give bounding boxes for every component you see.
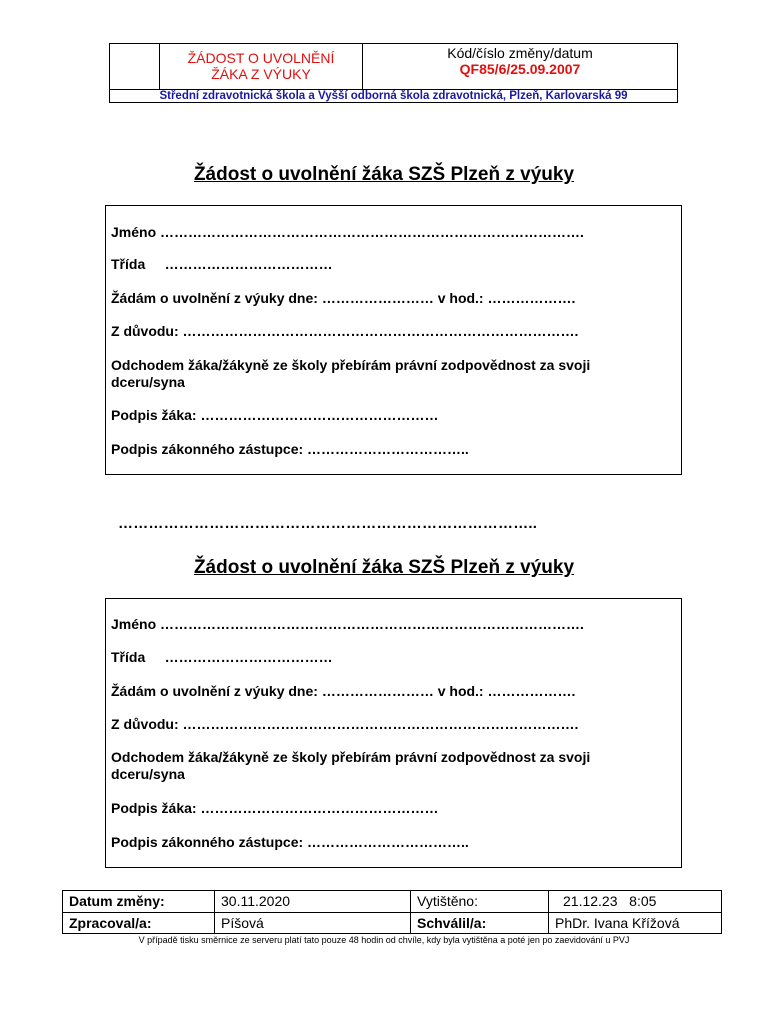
student-signature-line: Podpis žáka: …………………………………………… bbox=[111, 407, 439, 423]
approved-value: PhDr. Ivana Křížová bbox=[555, 915, 680, 931]
printed-label: Vytištěno: bbox=[411, 891, 549, 912]
code-label: Kód/číslo změny/datum bbox=[447, 45, 593, 61]
printed-value: 21.12.23 8:05 bbox=[563, 893, 657, 909]
request-date-line: Žádám o uvolnění z výuky dne: …………………… v hod.: ………………. bbox=[111, 290, 576, 306]
reason-line: Z důvodu: …………………………………………………………………………. bbox=[111, 323, 579, 339]
form-box bbox=[105, 205, 682, 475]
footer-table bbox=[62, 890, 722, 934]
processed-label: Zpracoval/a: bbox=[63, 913, 215, 934]
approved-label: Schválil/a: bbox=[411, 913, 549, 934]
form-title: Žádost o uvolnění žáka SZŠ Plzeň z výuky bbox=[193, 164, 575, 185]
class-line: Třída ……………………………… bbox=[111, 649, 333, 665]
form-box bbox=[105, 598, 682, 868]
guardian-signature-line: Podpis zákonného zástupce: …………………………….. bbox=[111, 441, 469, 457]
reason-line: Z důvodu: …………………………………………………………………………. bbox=[111, 716, 579, 732]
header-table bbox=[109, 43, 678, 103]
logo-cell bbox=[110, 44, 160, 89]
cut-line: ……………………………………………………………………….. bbox=[118, 515, 538, 532]
class-line: Třída ……………………………… bbox=[111, 256, 333, 272]
document-code-cell bbox=[363, 44, 677, 90]
request-date-line: Žádám o uvolnění z výuky dne: …………………… v hod.: ………………. bbox=[111, 683, 576, 699]
name-line: Jméno ………………………………………………………………………………. bbox=[111, 616, 584, 632]
student-signature-line: Podpis žáka: …………………………………………… bbox=[111, 800, 439, 816]
responsibility-line-cont: dceru/syna bbox=[111, 374, 185, 390]
change-date-value: 30.11.2020 bbox=[215, 891, 411, 912]
document-title-line2: ŽÁKA Z VÝUKY bbox=[211, 66, 311, 82]
form-title: Žádost o uvolnění žáka SZŠ Plzeň z výuky bbox=[193, 557, 575, 578]
responsibility-line-cont: dceru/syna bbox=[111, 766, 185, 782]
code-value: QF85/6/25.09.2007 bbox=[459, 61, 581, 77]
print-validity-note: V případě tisku směrnice ze serveru platí tato pouze 48 hodin od chvíle, kdy byla vytištěna a poté jen po zaevidování u PVJ bbox=[138, 935, 630, 945]
guardian-signature-line: Podpis zákonného zástupce: …………………………….. bbox=[111, 834, 469, 850]
responsibility-line: Odchodem žáka/žákyně ze školy přebírám právní zodpovědnost za svoji bbox=[111, 749, 591, 765]
document-title-cell bbox=[160, 44, 363, 89]
document-title-line1: ŽÁDOST O UVOLNĚNÍ bbox=[187, 50, 335, 66]
change-date-label: Datum změny: bbox=[63, 891, 215, 912]
name-line: Jméno ………………………………………………………………………………. bbox=[111, 224, 584, 240]
school-name: Střední zdravotnická škola a Vyšší odborná škola zdravotnická, Plzeň, Karlovarská 99 bbox=[110, 89, 677, 103]
processed-value: Píšová bbox=[215, 913, 411, 934]
responsibility-line: Odchodem žáka/žákyně ze školy přebírám právní zodpovědnost za svoji bbox=[111, 357, 591, 373]
